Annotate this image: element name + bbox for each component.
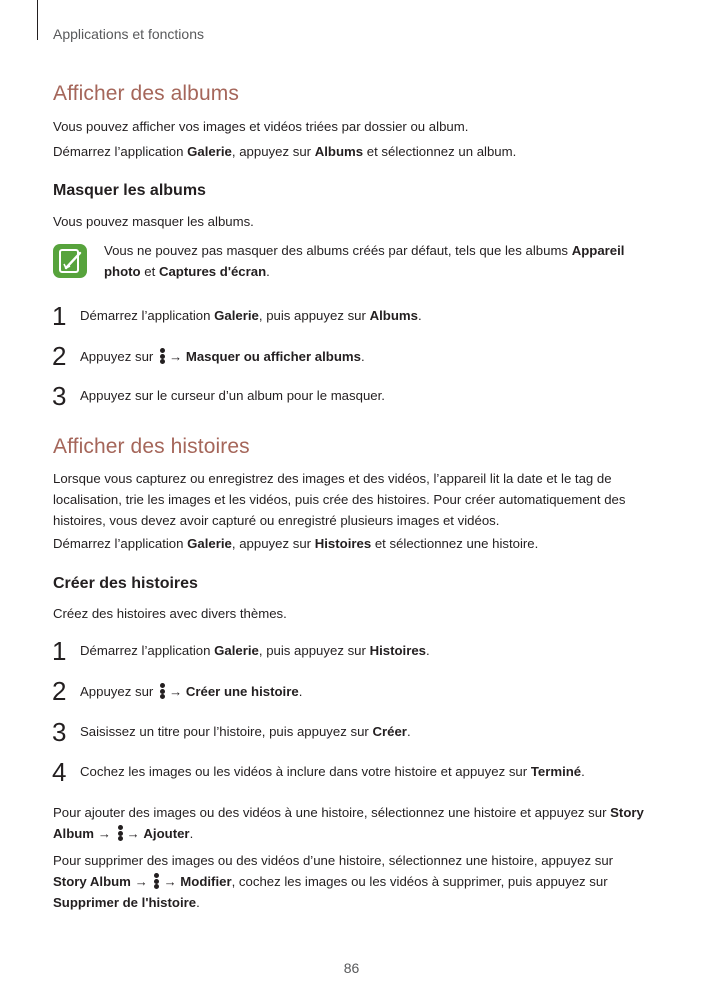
step-text: Démarrez l’application Galerie, puis appuyez sur Albums. <box>80 308 422 323</box>
step-text: Démarrez l’application Galerie, puis appuyez sur Histoires. <box>80 643 430 658</box>
step-text: Cochez les images ou les vidéos à inclure dans votre histoire et appuyez sur Terminé. <box>80 764 585 779</box>
section-header: Applications et fonctions <box>53 26 204 42</box>
step-text: Appuyez sur le curseur d’un album pour le masquer. <box>80 388 385 403</box>
more-options-icon <box>154 873 160 889</box>
more-options-icon <box>118 825 124 841</box>
step-number: 1 <box>52 636 67 666</box>
heading-masquer-albums: Masquer les albums <box>53 182 206 199</box>
header-rule <box>37 0 38 40</box>
more-options-icon <box>160 348 166 364</box>
step-text: Saisissez un titre pour l’histoire, puis appuyez sur Créer. <box>80 724 411 739</box>
paragraph: Démarrez l’application Galerie, appuyez sur Histoires et sélectionnez une histoire. <box>53 536 539 551</box>
heading-afficher-histoires: Afficher des histoires <box>53 435 250 458</box>
paragraph: Vous pouvez masquer les albums. <box>53 214 254 229</box>
step-number: 3 <box>52 381 67 411</box>
paragraph: Créez des histoires avec divers thèmes. <box>53 606 287 621</box>
step-number: 4 <box>52 757 67 787</box>
paragraph-add: Pour ajouter des images ou des vidéos à une histoire, sélectionnez une histoire et appuyez sur Story Album → → Ajouter. <box>53 805 644 841</box>
paragraph: Vous pouvez afficher vos images et vidéos triées par dossier ou album. <box>53 119 469 134</box>
step-text: Appuyez sur → Créer une histoire. <box>80 684 303 699</box>
page-number: 86 <box>343 960 360 976</box>
step-number: 2 <box>52 341 67 371</box>
heading-afficher-albums: Afficher des albums <box>53 82 239 105</box>
paragraph: Démarrez l’application Galerie, appuyez sur Albums et sélectionnez un album. <box>53 144 517 159</box>
heading-creer-histoires: Créer des histoires <box>53 575 198 592</box>
step-text: Appuyez sur → Masquer ou afficher albums. <box>80 349 365 364</box>
more-options-icon <box>160 683 166 699</box>
step-number: 1 <box>52 301 67 331</box>
note-text: Vous ne pouvez pas masquer des albums créés par défaut, tels que les albums Appareil photo et Captures d'écran. <box>104 243 625 279</box>
paragraph: Lorsque vous capturez ou enregistrez des images et des vidéos, l’appareil lit la date et le tag de localisation, trie les images et les vidéos, puis crée des histoires. Pour créer automatiquement des histoires, vous devez avoir capturé ou enregistré plusieurs images et vidéos. <box>53 471 626 528</box>
step-number: 3 <box>52 717 67 747</box>
note-icon <box>53 244 87 278</box>
paragraph-delete: Pour supprimer des images ou des vidéos d’une histoire, sélectionnez une histoire, appuyez sur Story Album → → Modifier, cochez les images ou les vidéos à supprimer, puis appuyez sur Supprimer de l'histoire. <box>53 853 614 910</box>
step-number: 2 <box>52 676 67 706</box>
